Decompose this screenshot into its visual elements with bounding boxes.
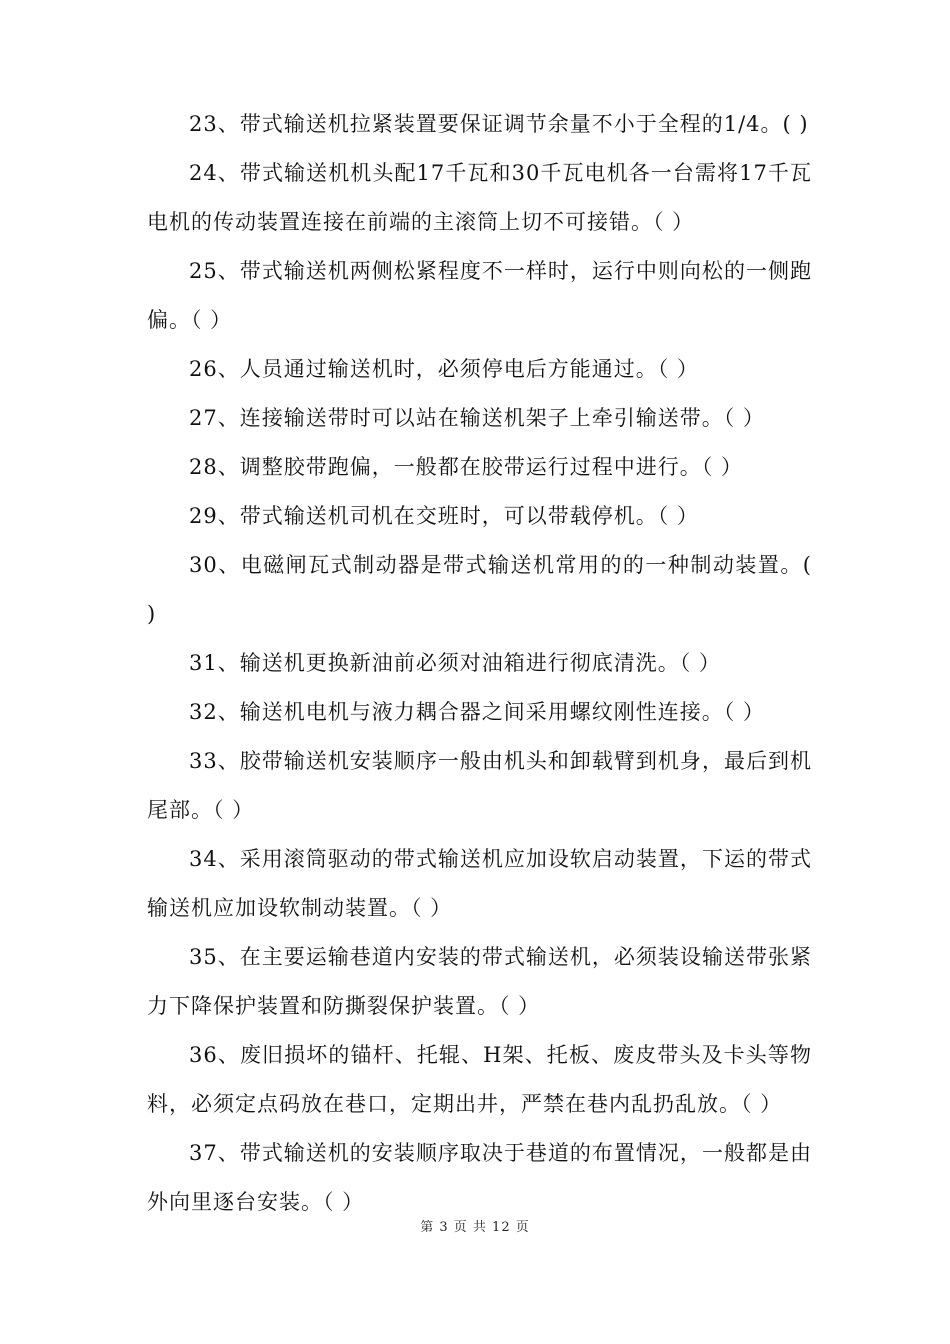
question-item-31: 31、输送机更换新油前必须对油箱进行彻底清洗。（ ）: [189, 651, 721, 675]
question-item-34: 34、采用滚筒驱动的带式输送机应加设软启动装置，下运的带式输送机应加设软制动装置。（ ）: [147, 847, 812, 920]
question-item-33: 33、胶带输送机安装顺序一般由机头和卸载臂到机身，最后到机尾部。（ ）: [147, 749, 812, 822]
question-item-30: 30、电磁闸瓦式制动器是带式输送机常用的的一种制动装置。( ): [147, 553, 812, 626]
question-item-25: 25、带式输送机两侧松紧程度不一样时，运行中则向松的一侧跑偏。（ ）: [147, 259, 812, 332]
question-item-24: 24、带式输送机机头配17千瓦和30千瓦电机各一台需将17千瓦电机的传动装置连接在前端的主滚筒上切不可接错。（ ）: [147, 161, 812, 234]
question-item-36: 36、废旧损坏的锚杆、托辊、H架、托板、废皮带头及卡头等物料，必须定点码放在巷口，定期出井，严禁在巷内乱扔乱放。（ ）: [147, 1043, 812, 1116]
question-item-23: 23、带式输送机拉紧装置要保证调节余量不小于全程的1/4。( ): [189, 112, 809, 136]
question-item-26: 26、人员通过输送机时，必须停电后方能通过。（ ）: [189, 357, 699, 381]
page-footer: [0, 1216, 950, 1235]
question-item-35: 35、在主要运输巷道内安装的带式输送机，必须装设输送带张紧力下降保护装置和防撕裂保护装置。（ ）: [147, 945, 812, 1018]
question-item-28: 28、调整胶带跑偏，一般都在胶带运行过程中进行。（ ）: [189, 455, 743, 479]
question-item-32: 32、输送机电机与液力耦合器之间采用螺纹刚性连接。（ ）: [189, 700, 765, 724]
question-list: [147, 100, 812, 1227]
question-item-27: 27、连接输送带时可以站在输送机架子上牵引输送带。（ ）: [189, 406, 765, 430]
question-item-29: 29、带式输送机司机在交班时，可以带载停机。（ ）: [189, 504, 699, 528]
question-item-37: 37、带式输送机的安装顺序取决于巷道的布置情况，一般都是由外向里逐台安装。（ ）: [147, 1141, 812, 1214]
page-number-label: 第 3 页 共 12 页: [420, 1220, 530, 1235]
